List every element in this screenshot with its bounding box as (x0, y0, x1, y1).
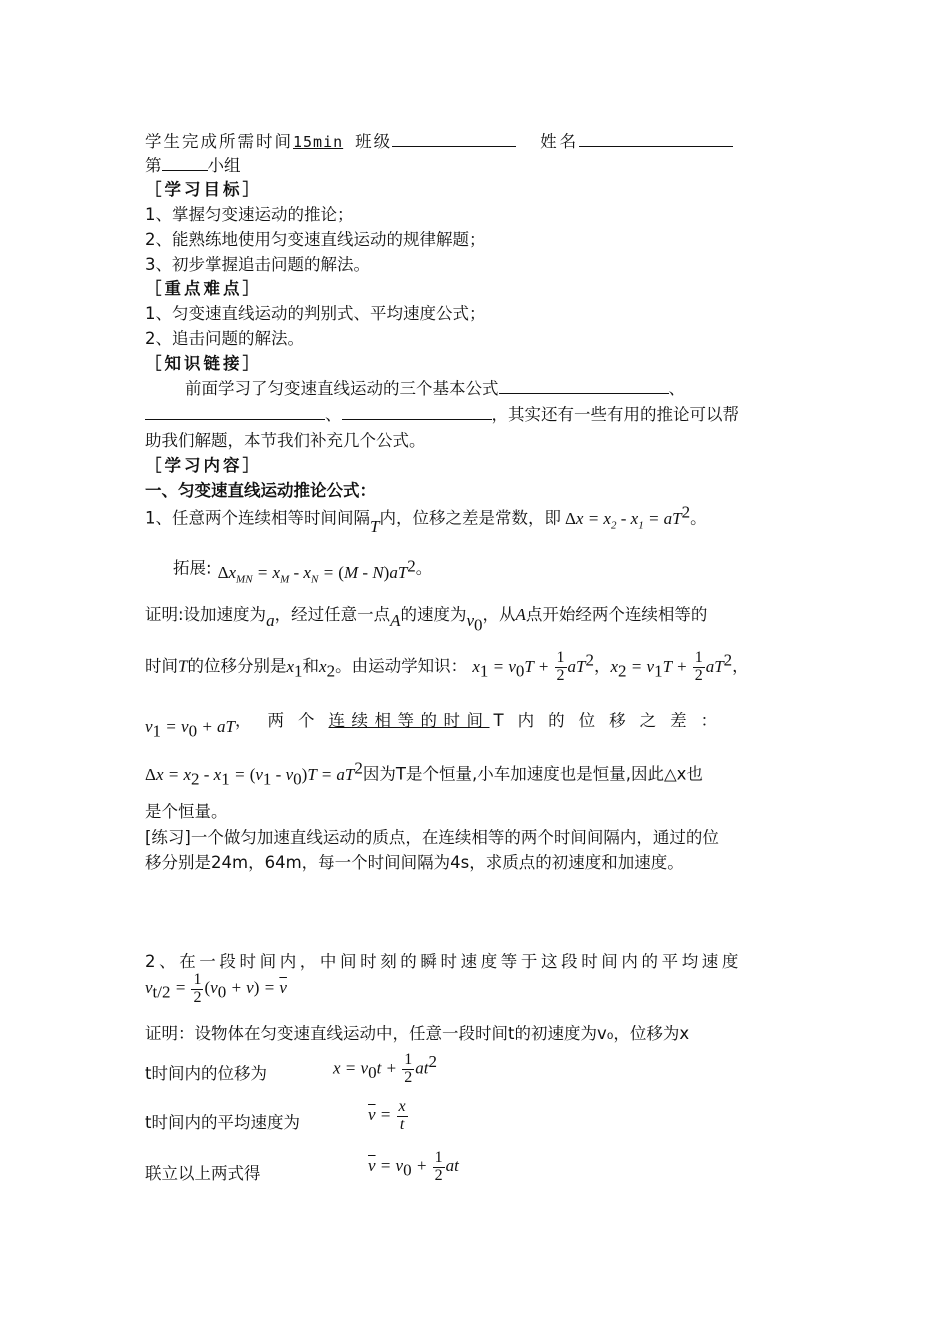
group-field[interactable] (162, 152, 208, 171)
proof-text: 点开始经两个连续相等的 (525, 605, 708, 624)
header-line (145, 128, 733, 152)
proof-text: 连续相等的时间 (328, 711, 490, 730)
formula-blank-2[interactable] (145, 401, 325, 420)
p2-row-2 (145, 1098, 406, 1133)
group-suffix: 小组 (207, 156, 241, 176)
p2-row-3 (145, 1149, 459, 1184)
symbol-x2: $x_2$ (319, 656, 336, 681)
link-paragraph-1 (185, 375, 685, 399)
key-item: 1、匀变速直线运动的判别式、平均速度公式； (145, 304, 486, 323)
symbol-v0: $v_0$ (466, 611, 483, 635)
proof-line-3 (145, 707, 732, 741)
p2-row-1 (145, 1051, 437, 1087)
proof-text: ，从 (482, 605, 516, 624)
link-paragraph-3: 助我们解题，本节我们补充几个公式。 (145, 431, 426, 450)
symbol-A: A (515, 605, 526, 624)
proof-text: 的位移分别是 (187, 656, 287, 676)
p1-text: 内，位移之差是常数，即 (379, 508, 561, 528)
symbol-a: a (266, 611, 275, 630)
p1-text: 1、任意两个连续相等时间间隔 (145, 508, 370, 528)
practice-line-1: [练习]一个做匀加速直线运动的质点，在连续相等的两个时间间隔内，通过的位 (145, 828, 719, 847)
content-title: ［学习内容］ (145, 456, 262, 475)
practice-line-2: 移分别是24m，64m，每一个时间间隔为4s，求质点的初速度和加速度。 (145, 853, 684, 872)
link-title: ［知识链接］ (145, 354, 262, 373)
formula-x1: $x_1 = v_0T$ + $\frac{1}{2}$ $aT^2$ (472, 649, 594, 685)
proof-line-1 (145, 601, 708, 635)
goals-title: ［学习目标］ (145, 180, 262, 199)
proof-line-4 (145, 758, 703, 789)
formula-delta-x-proof: $\Delta x = x_2 - x_1 = (v_1 - v_0)T = aT^2$ (145, 758, 363, 789)
goal-item: 3、初步掌握追击问题的解法。 (145, 255, 370, 274)
proof-text: ，经过任意一点 (274, 605, 391, 624)
formula-combined: $\overline{v} = v_0$ + $\frac{1}{2}$ at (368, 1149, 459, 1184)
p2-title: 2、在一段时间内，中间时刻的瞬时速度等于这段时间内的平均速度 (145, 952, 742, 971)
name-label: 姓名 (540, 132, 580, 152)
formula-mid-velocity: $v_{t/2}$ = $\frac{1}{2}$ $(v_0 + v) = \overline{v}$ (145, 971, 287, 1006)
p1-text: 。 (690, 508, 707, 528)
formula-blank-1[interactable] (499, 375, 669, 394)
formula-x2: $x_2 = v_1T$ + $\frac{1}{2}$ $aT^2$ (610, 649, 733, 685)
time-value: 15min (293, 133, 344, 152)
class-label: 班级 (355, 132, 393, 152)
link-sep: 、 (325, 405, 342, 425)
formula-v1: $v_1 = v_0$ + aT (145, 717, 236, 741)
link-paragraph-2 (145, 401, 739, 425)
symbol-T: T (178, 656, 188, 676)
proof-text: 证明:设加速度为 (145, 605, 267, 624)
proof-text: ， (593, 656, 611, 676)
link-sep: 、 (668, 379, 685, 399)
proof-text: ， (732, 656, 749, 676)
formula-extension: $\Delta x_{MN} = x_M - x_N = (M - N)aT^2$ (217, 556, 416, 586)
key-title: ［重点难点］ (145, 279, 262, 298)
proof-line-5: 是个恒量。 (145, 802, 228, 821)
p1-statement (145, 502, 707, 536)
name-field[interactable] (579, 128, 733, 147)
proof-text: ， (235, 711, 252, 730)
symbol-x1: $x_1$ (286, 656, 303, 681)
goal-item: 1、掌握匀变速运动的推论； (145, 205, 354, 224)
formula-blank-3[interactable] (342, 401, 492, 420)
class-field[interactable] (392, 128, 516, 147)
link-text: ，其实还有一些有用的推论可以帮 (491, 405, 739, 425)
formula-displacement: $x = v_0t$ + $\frac{1}{2}$ $at^2$ (333, 1051, 437, 1087)
proof-line-2 (145, 650, 749, 685)
time-label: 学生完成所需时间 (145, 132, 293, 152)
proof-text: 的速度为 (400, 605, 467, 624)
row-label: 联立以上两式得 (145, 1164, 261, 1183)
formula-average: $\overline{v}$ = $\frac{x}{t}$ (368, 1098, 406, 1133)
p2-proof: 证明：设物体在匀变速直线运动中，任意一段时间t的初速度为v₀，位移为x (145, 1024, 690, 1043)
row-label: t时间内的位移为 (145, 1064, 267, 1083)
goal-item: 2、能熟练地使用匀变速直线运动的规律解题； (145, 230, 486, 249)
symbol-A: A (390, 611, 401, 630)
p1-text: 。 (415, 558, 433, 578)
proof-text: 和 (302, 656, 320, 676)
proof-text: 因为T是个恒量,小车加速度也是恒量,因此△x也 (362, 764, 703, 784)
group-prefix: 第 (145, 156, 162, 176)
key-item: 2、追击问题的解法。 (145, 329, 304, 348)
proof-text: 。由运动学知识： (335, 656, 468, 676)
group-line (145, 152, 241, 176)
p1-extension (173, 552, 433, 586)
part1-title: 一、匀变速直线运动推论公式： (145, 481, 376, 500)
proof-text: 时间 (145, 656, 178, 676)
symbol-T: T (370, 516, 380, 536)
ext-label: 拓展: (173, 558, 212, 578)
proof-text: T内的位移之差： (493, 711, 732, 730)
link-text: 前面学习了匀变速直线运动的三个基本公式 (185, 379, 499, 399)
row-label: t时间内的平均速度为 (145, 1113, 300, 1132)
formula-delta-x: $\Delta x = x_2 - x_1 = aT^2$ (564, 502, 691, 532)
proof-text: 两个 (267, 711, 329, 730)
